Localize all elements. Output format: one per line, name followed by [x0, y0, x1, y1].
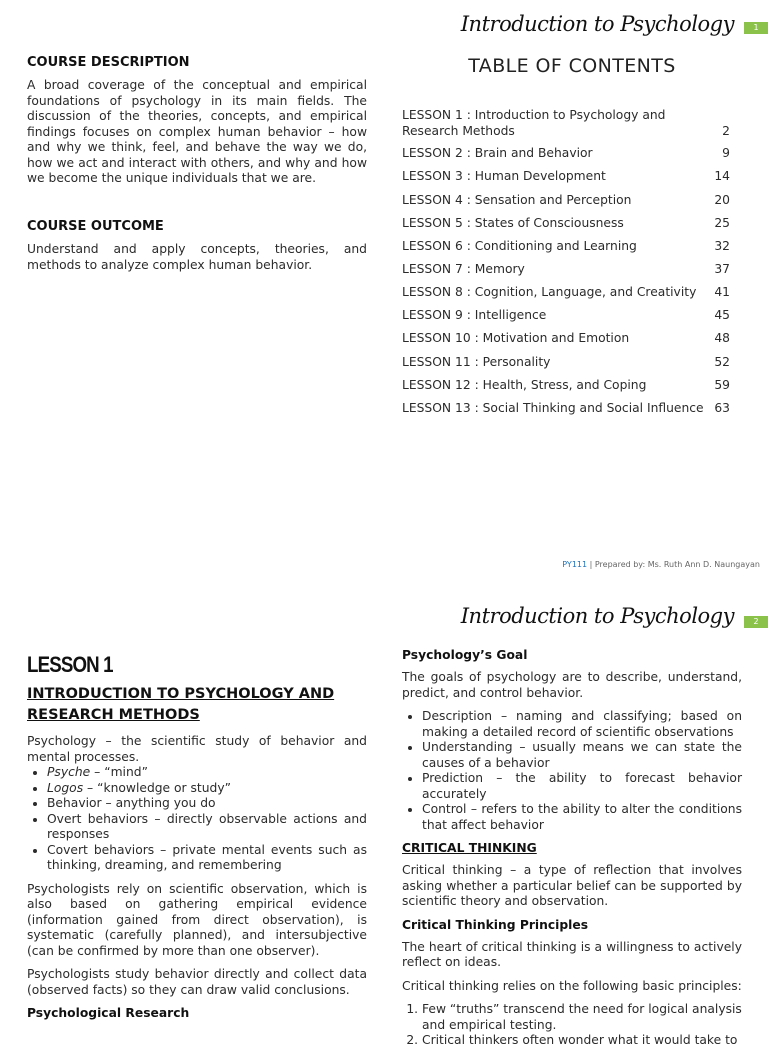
list-item: • Overt behaviors – directly observable actions and responses: [47, 812, 367, 843]
toc-entry[interactable]: [402, 401, 742, 417]
toc-entry-label: LESSON 7 : Memory: [402, 262, 525, 276]
header-title: Introduction to Psychology: [460, 604, 734, 628]
course-code: PY111: [562, 560, 588, 569]
page-number-badge: 2: [744, 616, 768, 628]
toc-entry-page: 41: [714, 285, 730, 299]
toc-entry[interactable]: [402, 193, 742, 209]
toc-entry[interactable]: [402, 108, 742, 139]
list-item: • Behavior – anything you do: [47, 796, 367, 812]
right-column: [402, 648, 742, 1049]
toc-entry-label: LESSON 1 : Introduction to Psychology and Research Methods: [402, 108, 666, 138]
toc-entry-page: 63: [714, 401, 730, 415]
toc-entry-page: 25: [714, 216, 730, 230]
toc-entry-label: LESSON 3 : Human Development: [402, 169, 606, 183]
page-footer: [562, 560, 760, 569]
heart-paragraph: The heart of critical thinking is a willingness to actively reflect on ideas.: [402, 939, 742, 969]
toc-entry[interactable]: [402, 331, 742, 347]
toc-entry-page: 45: [714, 308, 730, 322]
critical-thinking-heading: CRITICAL THINKING: [402, 841, 537, 855]
toc-entry[interactable]: [402, 378, 742, 394]
course-outcome-text: Understand and apply concepts, theories, and methods to analyze complex human behavior.: [27, 242, 367, 272]
list-item: • Description – naming and classifying; based on making a detailed record of scientific observations: [422, 709, 742, 740]
course-outcome-heading: COURSE OUTCOME: [27, 219, 164, 234]
term-name: Logos: [47, 780, 84, 795]
course-description-section: [27, 55, 367, 187]
toc-entry-label: LESSON 5 : States of Consciousness: [402, 216, 624, 230]
toc-entry[interactable]: [402, 285, 742, 301]
list-item: • Prediction – the ability to forecast behavior accurately: [422, 771, 742, 802]
goal-heading: Psychology’s Goal: [402, 648, 528, 662]
toc-entry-page: 20: [714, 193, 730, 207]
list-item: • Understanding – usually means we can state the causes of a behavior: [422, 740, 742, 771]
list-item: [47, 765, 367, 781]
left-column: [27, 652, 367, 1020]
toc-entry-label: LESSON 6 : Conditioning and Learning: [402, 239, 637, 253]
toc-entry-label: LESSON 9 : Intelligence: [402, 308, 547, 322]
toc-entry-label: LESSON 13 : Social Thinking and Social Influence: [402, 401, 704, 415]
page-2: [0, 590, 768, 1047]
toc-entry[interactable]: [402, 308, 742, 324]
toc-entry-label: LESSON 10 : Motivation and Emotion: [402, 331, 630, 345]
list-item: • Covert behaviors – private mental events such as thinking, dreaming, and remembering: [47, 843, 367, 874]
study-paragraph: Psychologists study behavior directly and collect data (observed facts) so they can draw valid conclusions.: [27, 967, 367, 997]
toc-entry-page: 59: [714, 378, 730, 392]
toc-entry-label: LESSON 8 : Cognition, Language, and Creativity: [402, 285, 697, 299]
lesson-label: LESSON 1: [27, 652, 113, 677]
toc-entry-label: LESSON 2 : Brain and Behavior: [402, 146, 593, 160]
psychology-definition: Psychology – the scientific study of behavior and mental processes.: [27, 734, 367, 764]
list-item: [47, 781, 367, 797]
goal-paragraph: The goals of psychology are to describe, understand, predict, and control behavior.: [402, 670, 742, 700]
course-description-heading: COURSE DESCRIPTION: [27, 55, 190, 70]
list-item: 2. Critical thinkers often wonder what it would take to: [422, 1033, 742, 1049]
term-meaning: – “knowledge or study”: [83, 780, 231, 795]
research-heading: Psychological Research: [27, 1006, 190, 1020]
course-outcome-section: [27, 219, 367, 273]
term-name: Psyche: [47, 765, 91, 779]
lesson-title: INTRODUCTION TO PSYCHOLOGY AND RESEARCH METHODS: [27, 686, 335, 723]
toc-entry-page: 37: [714, 262, 730, 276]
toc-entry[interactable]: [402, 146, 742, 162]
term-meaning: – “mind”: [90, 765, 148, 779]
toc-entry[interactable]: [402, 355, 742, 371]
list-item: • Control – refers to the ability to alter the conditions that affect behavior: [422, 802, 742, 833]
term-list: [27, 765, 367, 874]
relies-paragraph: Critical thinking relies on the following basic principles:: [402, 978, 742, 993]
toc-title: TABLE OF CONTENTS: [468, 55, 676, 77]
critical-thinking-paragraph: Critical thinking – a type of reflection that involves asking whether a particular belief can be supported by scientific theory and observation.: [402, 863, 742, 908]
toc-entry[interactable]: [402, 169, 742, 185]
page-number-badge: 1: [744, 22, 768, 34]
toc-entry-label: LESSON 12 : Health, Stress, and Coping: [402, 378, 647, 392]
toc-entry[interactable]: [402, 239, 742, 255]
header-title: Introduction to Psychology: [460, 12, 734, 36]
toc-entry[interactable]: [402, 262, 742, 278]
toc-entry-page: 9: [722, 146, 730, 160]
principles-list: [402, 1002, 742, 1049]
prepared-by: | Prepared by: Ms. Ruth Ann D. Naungayan: [587, 560, 760, 569]
toc-entry-page: 2: [722, 123, 730, 138]
toc-entry-page: 14: [714, 169, 730, 183]
goal-list: [402, 709, 742, 833]
toc-entry-label: LESSON 4 : Sensation and Perception: [402, 193, 632, 207]
toc-entry-page: 48: [714, 331, 730, 345]
toc-entry-page: 32: [714, 239, 730, 253]
toc-entry-label: LESSON 11 : Personality: [402, 355, 551, 369]
toc-entry-page: 52: [714, 355, 730, 369]
course-description-text: A broad coverage of the conceptual and empirical foundations of psychology in its main fields. The discussion of the theories, concepts, and empirical findings focuses on complex human behavior – how and why we think, feel, and behave the way we do, how we act and interact with others, and why and how we become the unique individuals that we are.: [27, 78, 367, 185]
principles-heading: Critical Thinking Principles: [402, 917, 589, 932]
list-item: 1. Few “truths” transcend the need for logical analysis and empirical testing.: [422, 1002, 742, 1033]
toc-entry[interactable]: [402, 216, 742, 232]
table-of-contents: [402, 55, 742, 77]
observation-paragraph: Psychologists rely on scientific observation, which is also based on gathering empirical evidence (information gained from direct observation), is systematic (carefully planned), and intersubjective (can be confirmed by more than one observer).: [27, 881, 367, 958]
toc-list: [402, 108, 742, 428]
